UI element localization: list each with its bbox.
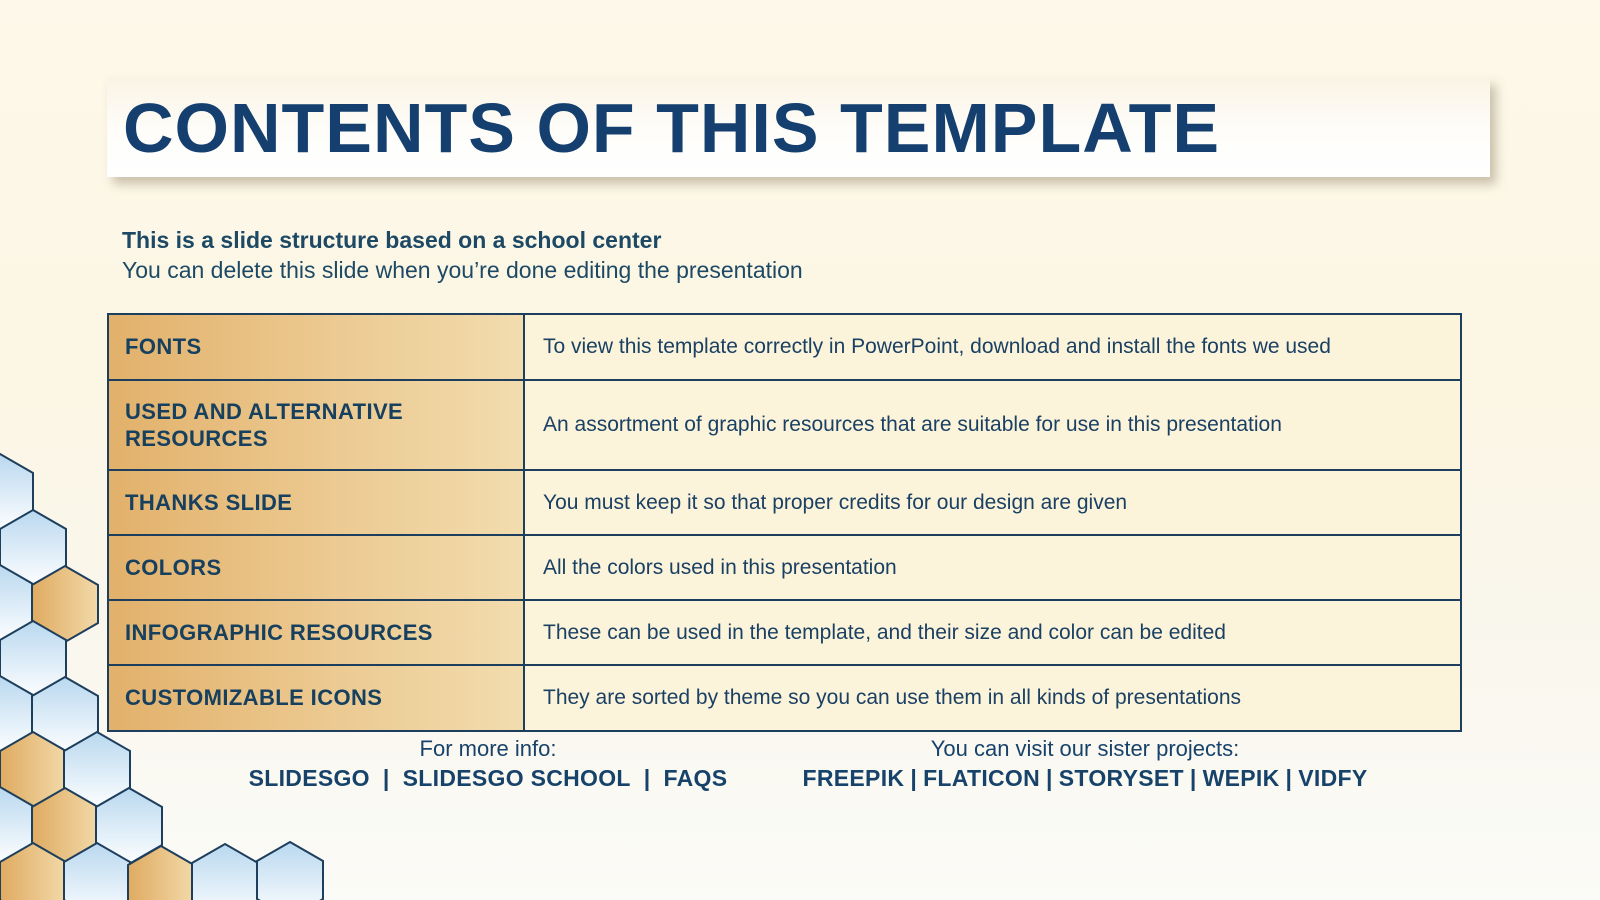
link-storyset[interactable]: STORYSET bbox=[1058, 765, 1184, 791]
separator: | bbox=[1189, 765, 1197, 791]
row-label-colors: COLORS bbox=[109, 534, 525, 599]
footer-info-links bbox=[178, 763, 798, 793]
separator: | bbox=[1046, 765, 1053, 791]
row-description-thanks-slide: You must keep it so that proper credits for our design are given bbox=[525, 469, 1460, 534]
link-wepik[interactable]: WEPIK bbox=[1202, 765, 1280, 791]
footer-sister-projects bbox=[775, 735, 1395, 793]
footer-info-heading: For more info: bbox=[419, 736, 557, 761]
row-label-customizable-icons: CUSTOMIZABLE ICONS bbox=[109, 664, 525, 730]
row-description-fonts: To view this template correctly in PowerPoint, download and install the fonts we used bbox=[525, 315, 1460, 379]
contents-table bbox=[107, 313, 1462, 732]
intro-line-1: This is a slide structure based on a school center bbox=[122, 227, 662, 253]
link-slidesgo-school[interactable]: SLIDESGO SCHOOL bbox=[402, 765, 631, 791]
row-label-thanks-slide: THANKS SLIDE bbox=[109, 469, 525, 534]
row-label-used-and-alternative-resources: USED AND ALTERNATIVE RESOURCES bbox=[109, 379, 525, 469]
footer-sister-links bbox=[775, 763, 1395, 793]
separator: | bbox=[1285, 765, 1293, 791]
row-label-infographic-resources: INFOGRAPHIC RESOURCES bbox=[109, 599, 525, 664]
link-slidesgo[interactable]: SLIDESGO bbox=[248, 765, 370, 791]
separator: | bbox=[910, 765, 918, 791]
row-label-fonts: FONTS bbox=[109, 315, 525, 379]
page-title: CONTENTS OF THIS TEMPLATE bbox=[123, 88, 1221, 167]
footer-sister-heading: You can visit our sister projects: bbox=[930, 736, 1240, 761]
link-vidfy[interactable]: VIDFY bbox=[1298, 765, 1368, 791]
separator: | bbox=[643, 765, 651, 791]
separator: | bbox=[382, 765, 390, 791]
link-freepik[interactable]: FREEPIK bbox=[802, 765, 905, 791]
row-description-used-and-alternative-resources: An assortment of graphic resources that are suitable for use in this presentation bbox=[525, 379, 1460, 469]
link-faqs[interactable]: FAQS bbox=[663, 765, 728, 791]
title-band bbox=[107, 78, 1490, 177]
row-description-infographic-resources: These can be used in the template, and their size and color can be edited bbox=[525, 599, 1460, 664]
link-flaticon[interactable]: FLATICON bbox=[923, 765, 1041, 791]
row-description-customizable-icons: They are sorted by theme so you can use them in all kinds of presentations bbox=[525, 664, 1460, 730]
intro-text bbox=[122, 225, 803, 285]
intro-line-2: You can delete this slide when you’re done editing the presentation bbox=[122, 257, 803, 283]
footer-more-info bbox=[178, 735, 798, 793]
row-description-colors: All the colors used in this presentation bbox=[525, 534, 1460, 599]
